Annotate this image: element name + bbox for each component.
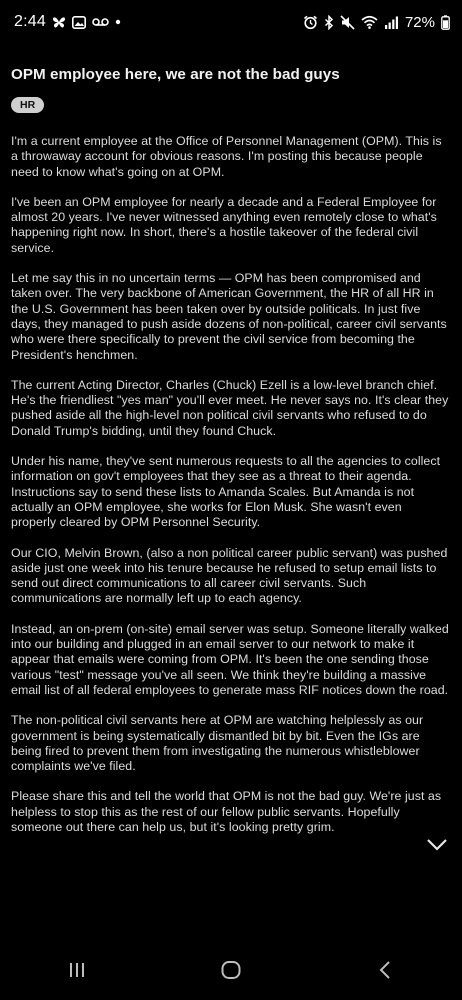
gallery-icon [72, 14, 86, 30]
home-icon [220, 960, 242, 985]
post-paragraph: I've been an OPM employee for nearly a decade and a Federal Employee for almost 20 years. I've never witnessed anything even remotely close to what's happening right now. In short, there's a hostile takeover of the federal civil service. [11, 194, 437, 255]
post-flair[interactable]: HR [11, 97, 44, 113]
post-paragraph: Instead, an on-prem (on-site) email server was setup. Someone literally walked into our building and plugged in an email server to our network to make it appear that emails were coming from OPM. It's been the one sending those various "test" message you've all seen. We think they're building a massive email list of all federal employees to generate mass RIF notices down the road. [11, 621, 449, 697]
home-button[interactable] [201, 952, 261, 992]
alarm-icon [303, 14, 318, 30]
post-paragraph: Our CIO, Melvin Brown, (also a non political career public servant) was pushed aside just one week into his tenure because he refused to setup email lists to send out direct communications to all career civil servants. Such communications are normally left up to each agency. [11, 545, 448, 606]
wifi-icon [361, 14, 378, 30]
post-paragraph: The current Acting Director, Charles (Chuck) Ezell is a low-level branch chief. He's the friendliest "yes man" you'll ever meet. He never says no. It's clear they pushed aside all the high-level non political civil servants who refused to do Donald Trump's bidding, until they found Chuck. [11, 377, 449, 438]
recents-button[interactable] [47, 952, 107, 992]
dot-icon [115, 14, 121, 30]
recents-icon [68, 961, 86, 984]
status-bar [0, 0, 462, 44]
bluetooth-icon [324, 14, 334, 30]
post-paragraph: I'm a current employee at the Office of Personnel Management (OPM). This is a throwaway account for obvious reasons. I'm posting this because people need to know what's going on at OPM. [11, 134, 442, 179]
battery-icon [441, 14, 450, 30]
back-icon [378, 960, 392, 985]
butterfly-icon [52, 14, 66, 30]
post-paragraph: The non-political civil servants here at OPM are watching helplessly as our government is being systematically dismantled bit by bit. Even the IGs are being fired to prevent them from investigating the numerous whistleblower complaints we've filed. [11, 713, 424, 774]
post-content [11, 66, 449, 850]
post-paragraph: Under his name, they've sent numerous requests to all the agencies to collect information on gov't employees that they see as a threat to their agenda. Instructions say to send these lists to Amanda Scales. But Amanda is not actually an OPM employee, she works for Elon Musk. She wasn't even properly cleared by OPM Personnel Security. [11, 454, 441, 530]
status-time: 2:44 [14, 13, 46, 30]
back-button[interactable] [355, 952, 415, 992]
status-right [303, 14, 450, 31]
post-paragraph: Let me say this in no uncertain terms — OPM has been compromised and taken over. The very backbone of American Government, the HR of all HR in the U.S. Government has been taken over by outside politicals. In just five days, they managed to push aside dozens of non-political, career civil servants who were there specifically to prevent the civil service from becoming the President's henchmen. [11, 271, 447, 362]
battery-percent: 72% [404, 13, 435, 31]
navigation-bar [0, 944, 462, 1000]
post-paragraph: Please share this and tell the world that OPM is not the bad guy. We're just as helpless to stop this as the rest of our fellow public servants. Hopefully someone out there can help us, but it's looking pretty grim. [11, 789, 442, 834]
post-title[interactable]: OPM employee here, we are not the bad guys [11, 66, 340, 83]
scroll-down-chevron-icon[interactable] [426, 838, 448, 852]
voicemail-icon [92, 14, 109, 30]
status-left [14, 13, 121, 31]
signal-icon [384, 14, 399, 30]
mute-icon [340, 14, 355, 30]
